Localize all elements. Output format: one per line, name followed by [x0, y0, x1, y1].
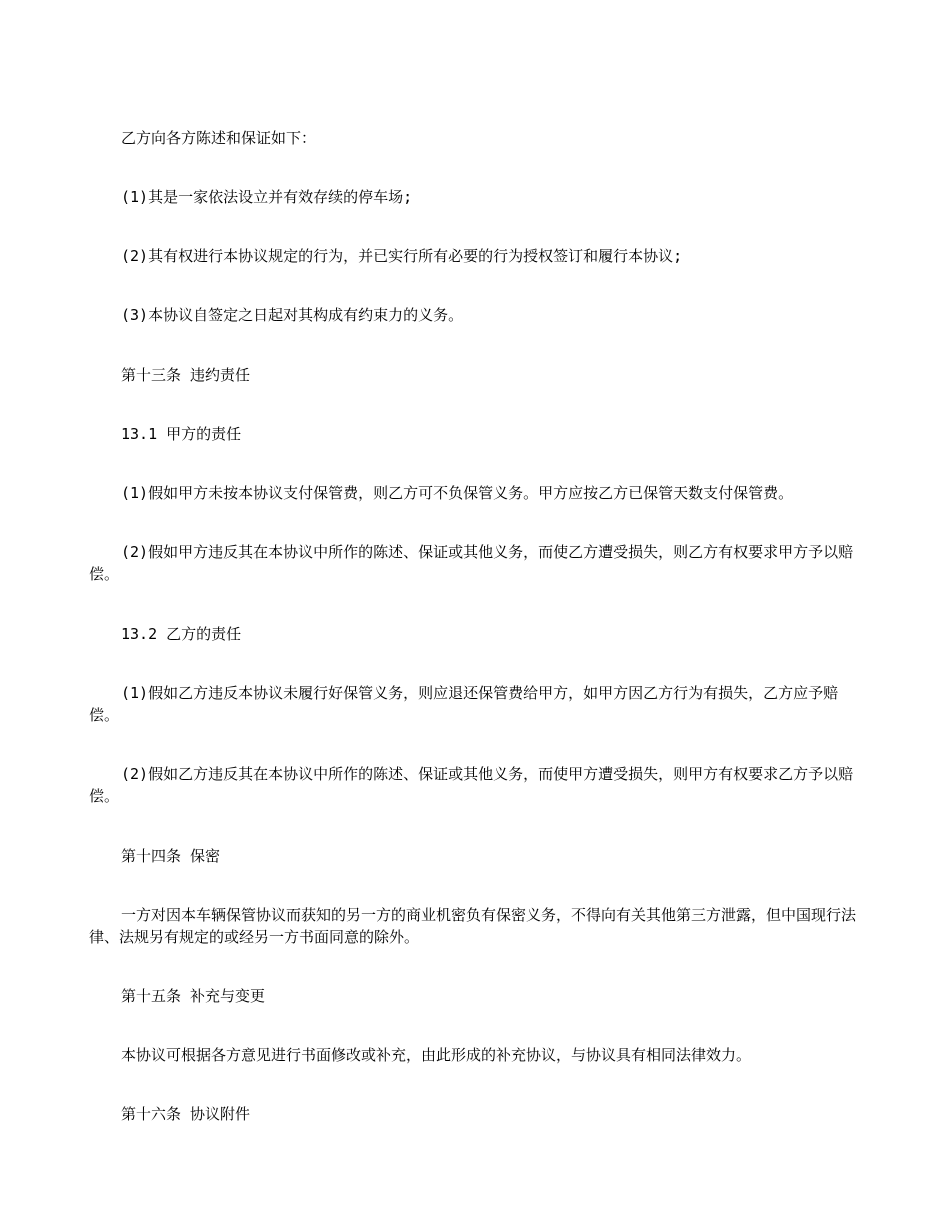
subsection-heading-13-2: 13.2 乙方的责任 [121, 625, 242, 643]
paragraph-item-1: (1)其是一家依法设立并有效存续的停车场; [121, 188, 413, 206]
section-heading-13: 第十三条 违约责任 [121, 366, 251, 384]
section-heading-16: 第十六条 协议附件 [121, 1105, 251, 1123]
paragraph-item-2: (2)其有权进行本协议规定的行为，并已实行所有必要的行为授权签订和履行本协议; [121, 247, 683, 265]
paragraph-confidentiality: 一方对因本车辆保管协议而获知的另一方的商业机密负有保密义务，不得向有关其他第三方泄露，但中国现行法律、法规另有规定的或经另一方书面同意的除外。 [89, 906, 857, 946]
paragraph-item-3: (3)本协议自签定之日起对其构成有约束力的义务。 [121, 306, 464, 324]
subsection-heading-13-1: 13.1 甲方的责任 [121, 425, 242, 443]
section-heading-15: 第十五条 补充与变更 [121, 987, 266, 1005]
paragraph-13-1-item-2: (2)假如甲方违反其在本协议中所作的陈述、保证或其他义务，而使乙方遭受损失，则乙方有权要求甲方予以赔偿。 [89, 543, 854, 583]
paragraph-amendment: 本协议可根据各方意见进行书面修改或补充，由此形成的补充协议，与协议具有相同法律效力。 [121, 1046, 752, 1064]
paragraph-13-2-item-2: (2)假如乙方违反其在本协议中所作的陈述、保证或其他义务，而使甲方遭受损失，则甲方有权要求乙方予以赔偿。 [89, 765, 854, 805]
paragraph-13-1-item-1: (1)假如甲方未按本协议支付保管费，则乙方可不负保管义务。甲方应按乙方已保管天数支付保管费。 [121, 484, 794, 502]
section-heading-14: 第十四条 保密 [121, 847, 221, 865]
paragraph-statement-intro: 乙方向各方陈述和保证如下： [121, 129, 317, 147]
paragraph-13-2-item-1: (1)假如乙方违反本协议未履行好保管义务，则应退还保管费给甲方，如甲方因乙方行为有损失，乙方应予赔偿。 [89, 684, 839, 724]
